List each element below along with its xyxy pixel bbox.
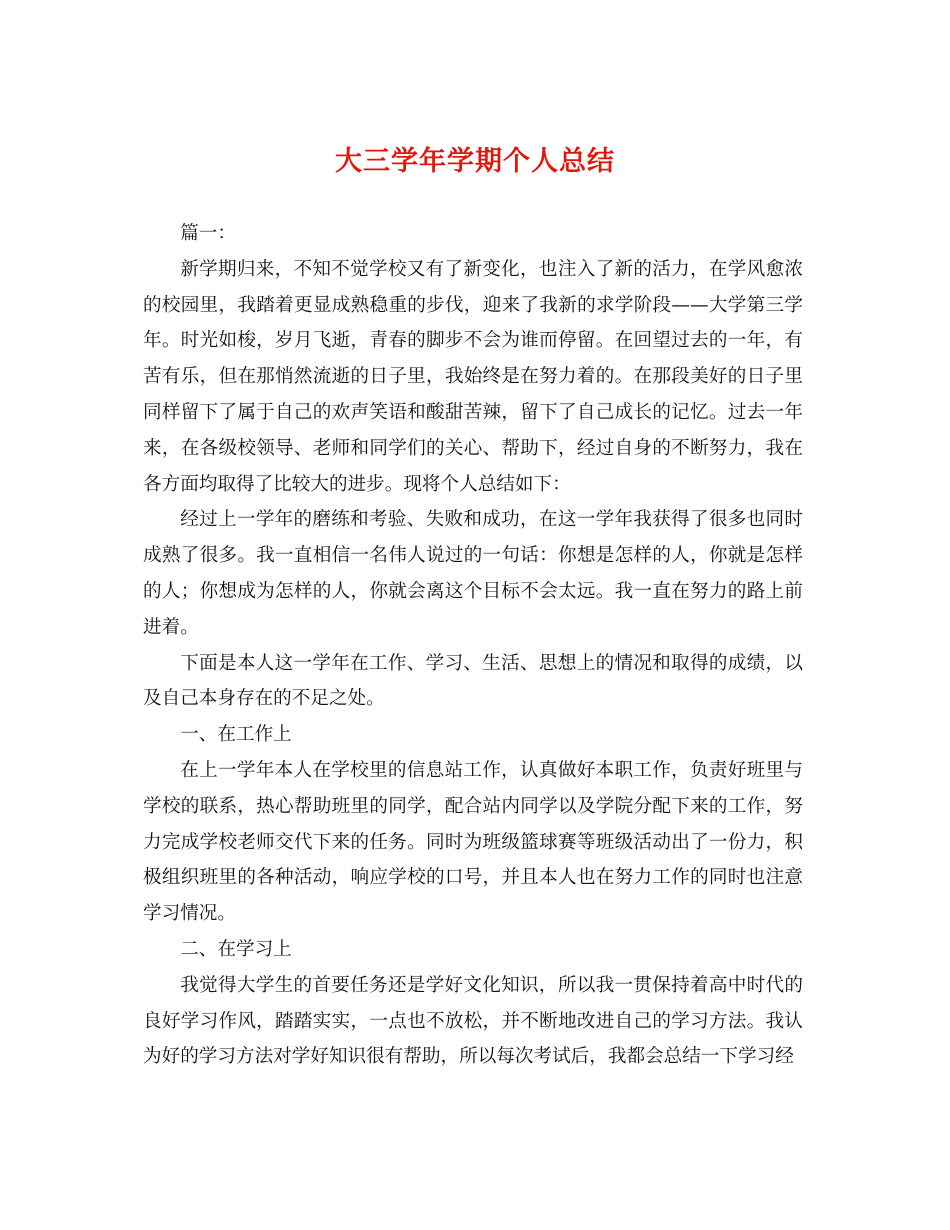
paragraph-study: 我觉得大学生的首要任务还是学好文化知识，所以我一贯保持着高中时代的良好学习作风，踏踏实实，一点也不放松，并不断地改进自己的学习方法。我认为好的学习方法对学好知识很有帮助，所以每次考试后，我都会总结一下学习经: [143, 974, 803, 1068]
section-heading-study: 二、在学习上: [180, 938, 292, 960]
paragraph-part-label: 篇一：: [180, 223, 236, 244]
section-heading-work: 一、在工作上: [180, 724, 292, 746]
document-title: 大三学年学期个人总结: [335, 146, 615, 177]
paragraph-growth: 经过上一学年的磨练和考验、失败和成功，在这一学年我获得了很多也同时成熟了很多。我一直相信一名伟人说过的一句话：你想是怎样的人，你就是怎样的人；你想成为怎样的人，你就会离这个目标不会太远。我一直在努力的路上前进着。: [143, 509, 803, 638]
document-body: [143, 216, 803, 1075]
paragraph-overview: 下面是本人这一学年在工作、学习、生活、思想上的情况和取得的成绩，以及自己本身存在的不足之处。: [143, 652, 803, 710]
paragraph-intro: 新学期归来，不知不觉学校又有了新变化，也注入了新的活力，在学风愈浓的校园里，我踏着更显成熟稳重的步伐，迎来了我新的求学阶段——大学第三学年。时光如梭，岁月飞逝，青春的脚步不会为谁而停留。在回望过去的一年，有苦有乐，但在那悄然流逝的日子里，我始终是在努力着的。在那段美好的日子里同样留下了属于自己的欢声笑语和酸甜苦辣，留下了自己成长的记忆。过去一年来，在各级校领导、老师和同学们的关心、帮助下，经过自身的不断努力，我在各方面均取得了比较大的进步。现将个人总结如下：: [143, 258, 803, 495]
paragraph-work: 在上一学年本人在学校里的信息站工作，认真做好本职工作，负责好班里与学校的联系，热心帮助班里的同学，配合站内同学以及学院分配下来的工作，努力完成学校老师交代下来的任务。同时为班级篮球赛等班级活动出了一份力，积极组织班里的各种活动，响应学校的口号，并且本人也在努力工作的同时也注意学习情况。: [143, 759, 803, 925]
